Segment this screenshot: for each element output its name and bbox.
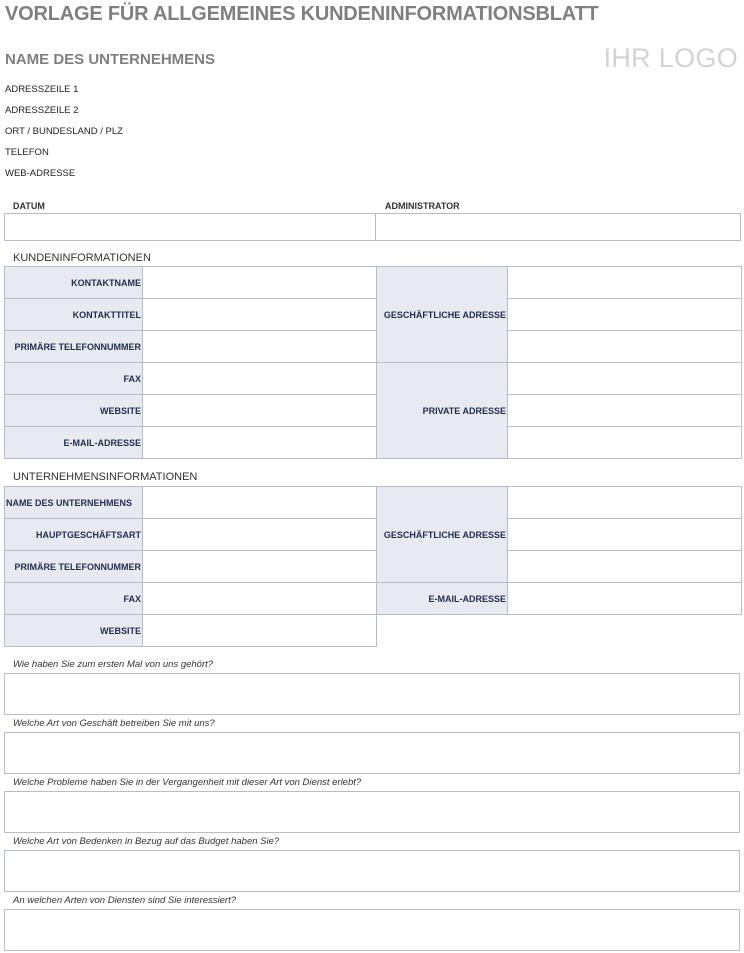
question-3: Welche Probleme haben Sie in der Vergangenheit mit dieser Art von Dienst erlebt? — [13, 777, 362, 788]
website-field[interactable] — [143, 395, 377, 427]
address-city-state-zip: ORT / BUNDESLAND / PLZ — [5, 126, 123, 137]
answer-2-input[interactable] — [4, 732, 740, 774]
empty-cell — [377, 615, 508, 647]
answer-3-input[interactable] — [4, 791, 740, 833]
company-address-line-2[interactable] — [508, 519, 742, 551]
company-fax-label: FAX — [5, 583, 143, 615]
company-email-label: E-MAIL-ADRESSE — [377, 583, 508, 615]
company-website-field[interactable] — [143, 615, 377, 647]
date-label: DATUM — [13, 201, 45, 211]
answer-5-input[interactable] — [4, 909, 740, 951]
business-type-field[interactable] — [143, 519, 377, 551]
company-info-table — [4, 486, 742, 647]
company-name-field[interactable] — [143, 487, 377, 519]
primary-phone-field[interactable] — [143, 331, 377, 363]
page-title: VORLAGE FÜR ALLGEMEINES KUNDENINFORMATIONSBLATT — [5, 3, 599, 25]
contact-name-field[interactable] — [143, 267, 377, 299]
company-fax-field[interactable] — [143, 583, 377, 615]
question-1: Wie haben Sie zum ersten Mal von uns gehört? — [13, 659, 214, 670]
business-address-line-1[interactable] — [508, 267, 742, 299]
private-address-line-2[interactable] — [508, 395, 742, 427]
contact-name-label: KONTAKTNAME — [5, 267, 143, 299]
primary-phone-label: PRIMÄRE TELEFONNUMMER — [5, 331, 143, 363]
answer-4-input[interactable] — [4, 850, 740, 892]
customer-info-table — [4, 266, 742, 459]
company-address-line-1[interactable] — [508, 487, 742, 519]
fax-label: FAX — [5, 363, 143, 395]
website-label: WEBSITE — [5, 395, 143, 427]
contact-title-label: KONTAKTTITEL — [5, 299, 143, 331]
fax-field[interactable] — [143, 363, 377, 395]
company-phone-label: PRIMÄRE TELEFONNUMMER — [5, 551, 143, 583]
company-email-field[interactable] — [508, 583, 742, 615]
date-input[interactable] — [4, 213, 376, 241]
business-address-line-2[interactable] — [508, 299, 742, 331]
question-2: Welche Art von Geschäft betreiben Sie mit uns? — [13, 718, 215, 729]
company-name-label: NAME DES UNTERNEHMENS — [5, 487, 143, 519]
customer-info-title: KUNDENINFORMATIONEN — [13, 252, 151, 264]
address-line-2: ADRESSZEILE 2 — [5, 105, 79, 116]
private-address-label: PRIVATE ADRESSE — [377, 363, 508, 459]
answer-1-input[interactable] — [4, 673, 740, 715]
company-name: NAME DES UNTERNEHMENS — [5, 51, 216, 68]
company-info-title: UNTERNEHMENSINFORMATIONEN — [13, 471, 198, 483]
question-5: An welchen Arten von Diensten sind Sie interessiert? — [13, 895, 237, 906]
empty-cell — [508, 615, 742, 647]
company-phone-field[interactable] — [143, 551, 377, 583]
company-website-label: WEBSITE — [5, 615, 143, 647]
logo-placeholder: IHR LOGO — [603, 43, 738, 73]
business-type-label: HAUPTGESCHÄFTSART — [5, 519, 143, 551]
question-4: Welche Art von Bedenken in Bezug auf das Budget haben Sie? — [13, 836, 280, 847]
private-address-line-3[interactable] — [508, 427, 742, 459]
private-address-line-1[interactable] — [508, 363, 742, 395]
business-address-label: GESCHÄFTLICHE ADRESSE — [377, 267, 508, 363]
company-business-address-label: GESCHÄFTLICHE ADRESSE — [377, 487, 508, 583]
address-line-1: ADRESSZEILE 1 — [5, 84, 79, 95]
address-web: WEB-ADRESSE — [5, 168, 76, 179]
company-address-line-3[interactable] — [508, 551, 742, 583]
administrator-input[interactable] — [375, 213, 741, 241]
contact-title-field[interactable] — [143, 299, 377, 331]
business-address-line-3[interactable] — [508, 331, 742, 363]
email-label: E-MAIL-ADRESSE — [5, 427, 143, 459]
administrator-label: ADMINISTRATOR — [385, 201, 460, 211]
email-field[interactable] — [143, 427, 377, 459]
address-phone: TELEFON — [5, 147, 49, 158]
